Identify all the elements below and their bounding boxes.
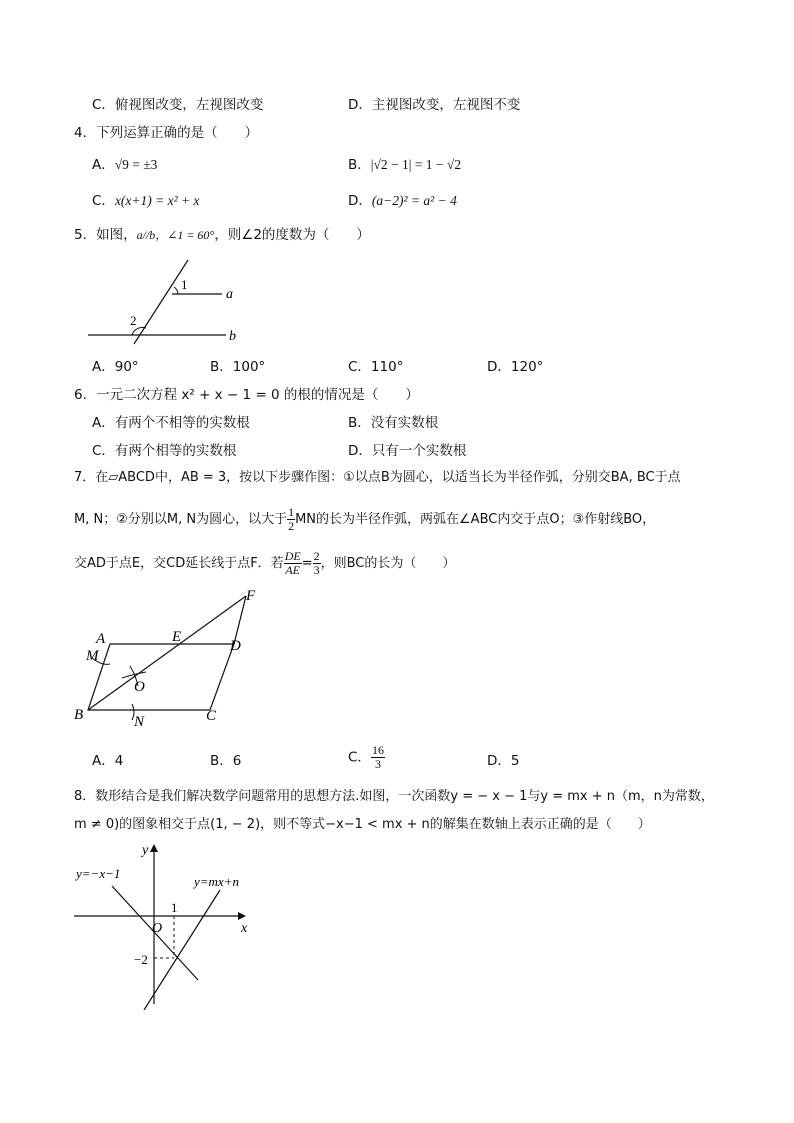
q7-line-2-pre: M, N；②分别以M, N为圆心，以大于 [74, 512, 288, 527]
line-2-label: y=mx+n [194, 874, 239, 889]
q4-option-b [348, 156, 461, 174]
q7-line-3-tail: ，则BC的长为（ ） [320, 556, 456, 571]
q7-line-3 [74, 550, 455, 577]
tick-x-1: 1 [171, 900, 178, 915]
q5-stem-pre: 5．如图， [74, 227, 137, 243]
q5-figure [80, 252, 260, 352]
point-f-label: F [246, 588, 256, 604]
q5-option-a: A．90° [92, 359, 139, 375]
q7-line-1: 7．在▱ABCD中，AB = 3，按以下步骤作图：①以点B为圆心，以适当长为半径作弧，分别交BA, BC于点 [74, 470, 681, 485]
tick-y-neg-2: −2 [134, 952, 148, 967]
q7-line-2 [74, 506, 655, 533]
x-axis-label: x [241, 921, 248, 936]
q4-option-a [92, 156, 157, 174]
q6-option-b: B．没有实数根 [348, 415, 439, 431]
line-1-label: y=−x−1 [76, 866, 121, 881]
y-axis-label: y [142, 843, 149, 858]
q4-stem: 4．下列运算正确的是（ ） [74, 125, 259, 141]
q7-equals: = [301, 556, 313, 571]
q7-de-ae-fraction [284, 550, 302, 577]
q7-three-den: 3 [313, 563, 320, 577]
q7-option-c [348, 744, 385, 771]
q7-option-c-num: 16 [371, 743, 384, 757]
q7-figure [72, 586, 272, 736]
q7-option-c-label: C． [348, 749, 371, 766]
origin-label: O [152, 921, 163, 936]
q7-half-den: 2 [288, 519, 295, 533]
point-a-label: A [96, 631, 106, 647]
q8-line-1: 8．数形结合是我们解决数学问题常用的思想方法.如图，一次函数y = − x − 1与y = mx + n（m，n为常数， [74, 789, 714, 804]
q4-option-c [92, 192, 200, 210]
point-n-label: N [134, 714, 145, 730]
q6-option-c: C．有两个相等的实数根 [92, 443, 237, 459]
q7-two-thirds [313, 550, 321, 577]
parallelogram-abcd [88, 644, 234, 710]
q4-option-d-label: D． [348, 193, 372, 209]
x-axis-arrow [238, 912, 246, 920]
point-c-label: C [206, 708, 217, 724]
point-b-label: B [74, 707, 84, 723]
q7-two-num: 2 [313, 549, 320, 563]
angle-2-label: 2 [130, 313, 137, 328]
q7-option-c-den: 3 [374, 757, 381, 771]
angle-1-arc [174, 287, 178, 294]
q7-half-num: 1 [288, 505, 295, 519]
q4-option-b-label: B． [348, 157, 371, 173]
q7-option-d: D．5 [487, 753, 520, 769]
q5-stem [74, 226, 370, 244]
q7-line-3-pre: 交AD于点E，交CD延长线于点F．若 [74, 556, 284, 571]
q5-stem-math: a//b，∠1 = 60° [136, 228, 215, 242]
q3-option-c: C．俯视图改变，左视图改变 [92, 97, 264, 113]
q7-line-2-post: MN的长为半径作弧，两弧在∠ABC内交于点O；③作射线BO， [295, 512, 656, 527]
line-y-mx-plus-n [144, 890, 220, 1010]
q7-half-fraction [287, 506, 295, 533]
q4-option-c-expr: x(x+1) = x² + x [114, 193, 200, 208]
q5-stem-post: ，则∠2的度数为（ ） [214, 227, 370, 243]
q8-line-2: m ≠ 0)的图象相交于点(1, − 2)，则不等式−x−1 < mx + n的解集在数轴上表示正确的是（ ） [74, 817, 651, 832]
q7-option-a: A．4 [92, 753, 124, 769]
q6-option-a: A．有两个不相等的实数根 [92, 415, 250, 431]
q4-option-d [348, 192, 457, 210]
point-m-label: M [86, 648, 99, 664]
q4-option-b-expr: |√2 − 1| = 1 − √2 [370, 157, 462, 172]
q6-option-d: D．只有一个实数根 [348, 443, 467, 459]
q6-stem: 6．一元二次方程 x² + x − 1 = 0 的根的情况是（ ） [74, 387, 419, 403]
q4-option-c-label: C． [92, 193, 115, 209]
y-axis-arrow [150, 844, 158, 852]
q8-figure [70, 840, 260, 1010]
q7-option-b: B．6 [210, 753, 242, 769]
angle-1-label: 1 [181, 277, 188, 292]
q7-de-num: DE [284, 549, 301, 563]
q5-option-c: C．110° [348, 359, 404, 375]
q7-ae-den: AE [285, 563, 301, 577]
point-e-label: E [172, 629, 182, 645]
q7-option-c-fraction [371, 744, 385, 771]
line-a-label: a [226, 287, 233, 302]
q5-option-d: D．120° [487, 359, 544, 375]
q4-option-a-label: A． [92, 157, 115, 173]
q4-option-a-expr: √9 = ±3 [114, 157, 158, 172]
point-o-label: O [134, 679, 145, 695]
q4-option-d-expr: (a−2)² = a² − 4 [371, 193, 457, 208]
q3-option-d: D．主视图改变，左视图不变 [348, 97, 521, 113]
line-b-label: b [229, 329, 236, 344]
transversal-line [134, 260, 188, 344]
ray-bo [88, 596, 246, 710]
q5-option-b: B．100° [210, 359, 266, 375]
point-d-label: D [230, 638, 241, 654]
